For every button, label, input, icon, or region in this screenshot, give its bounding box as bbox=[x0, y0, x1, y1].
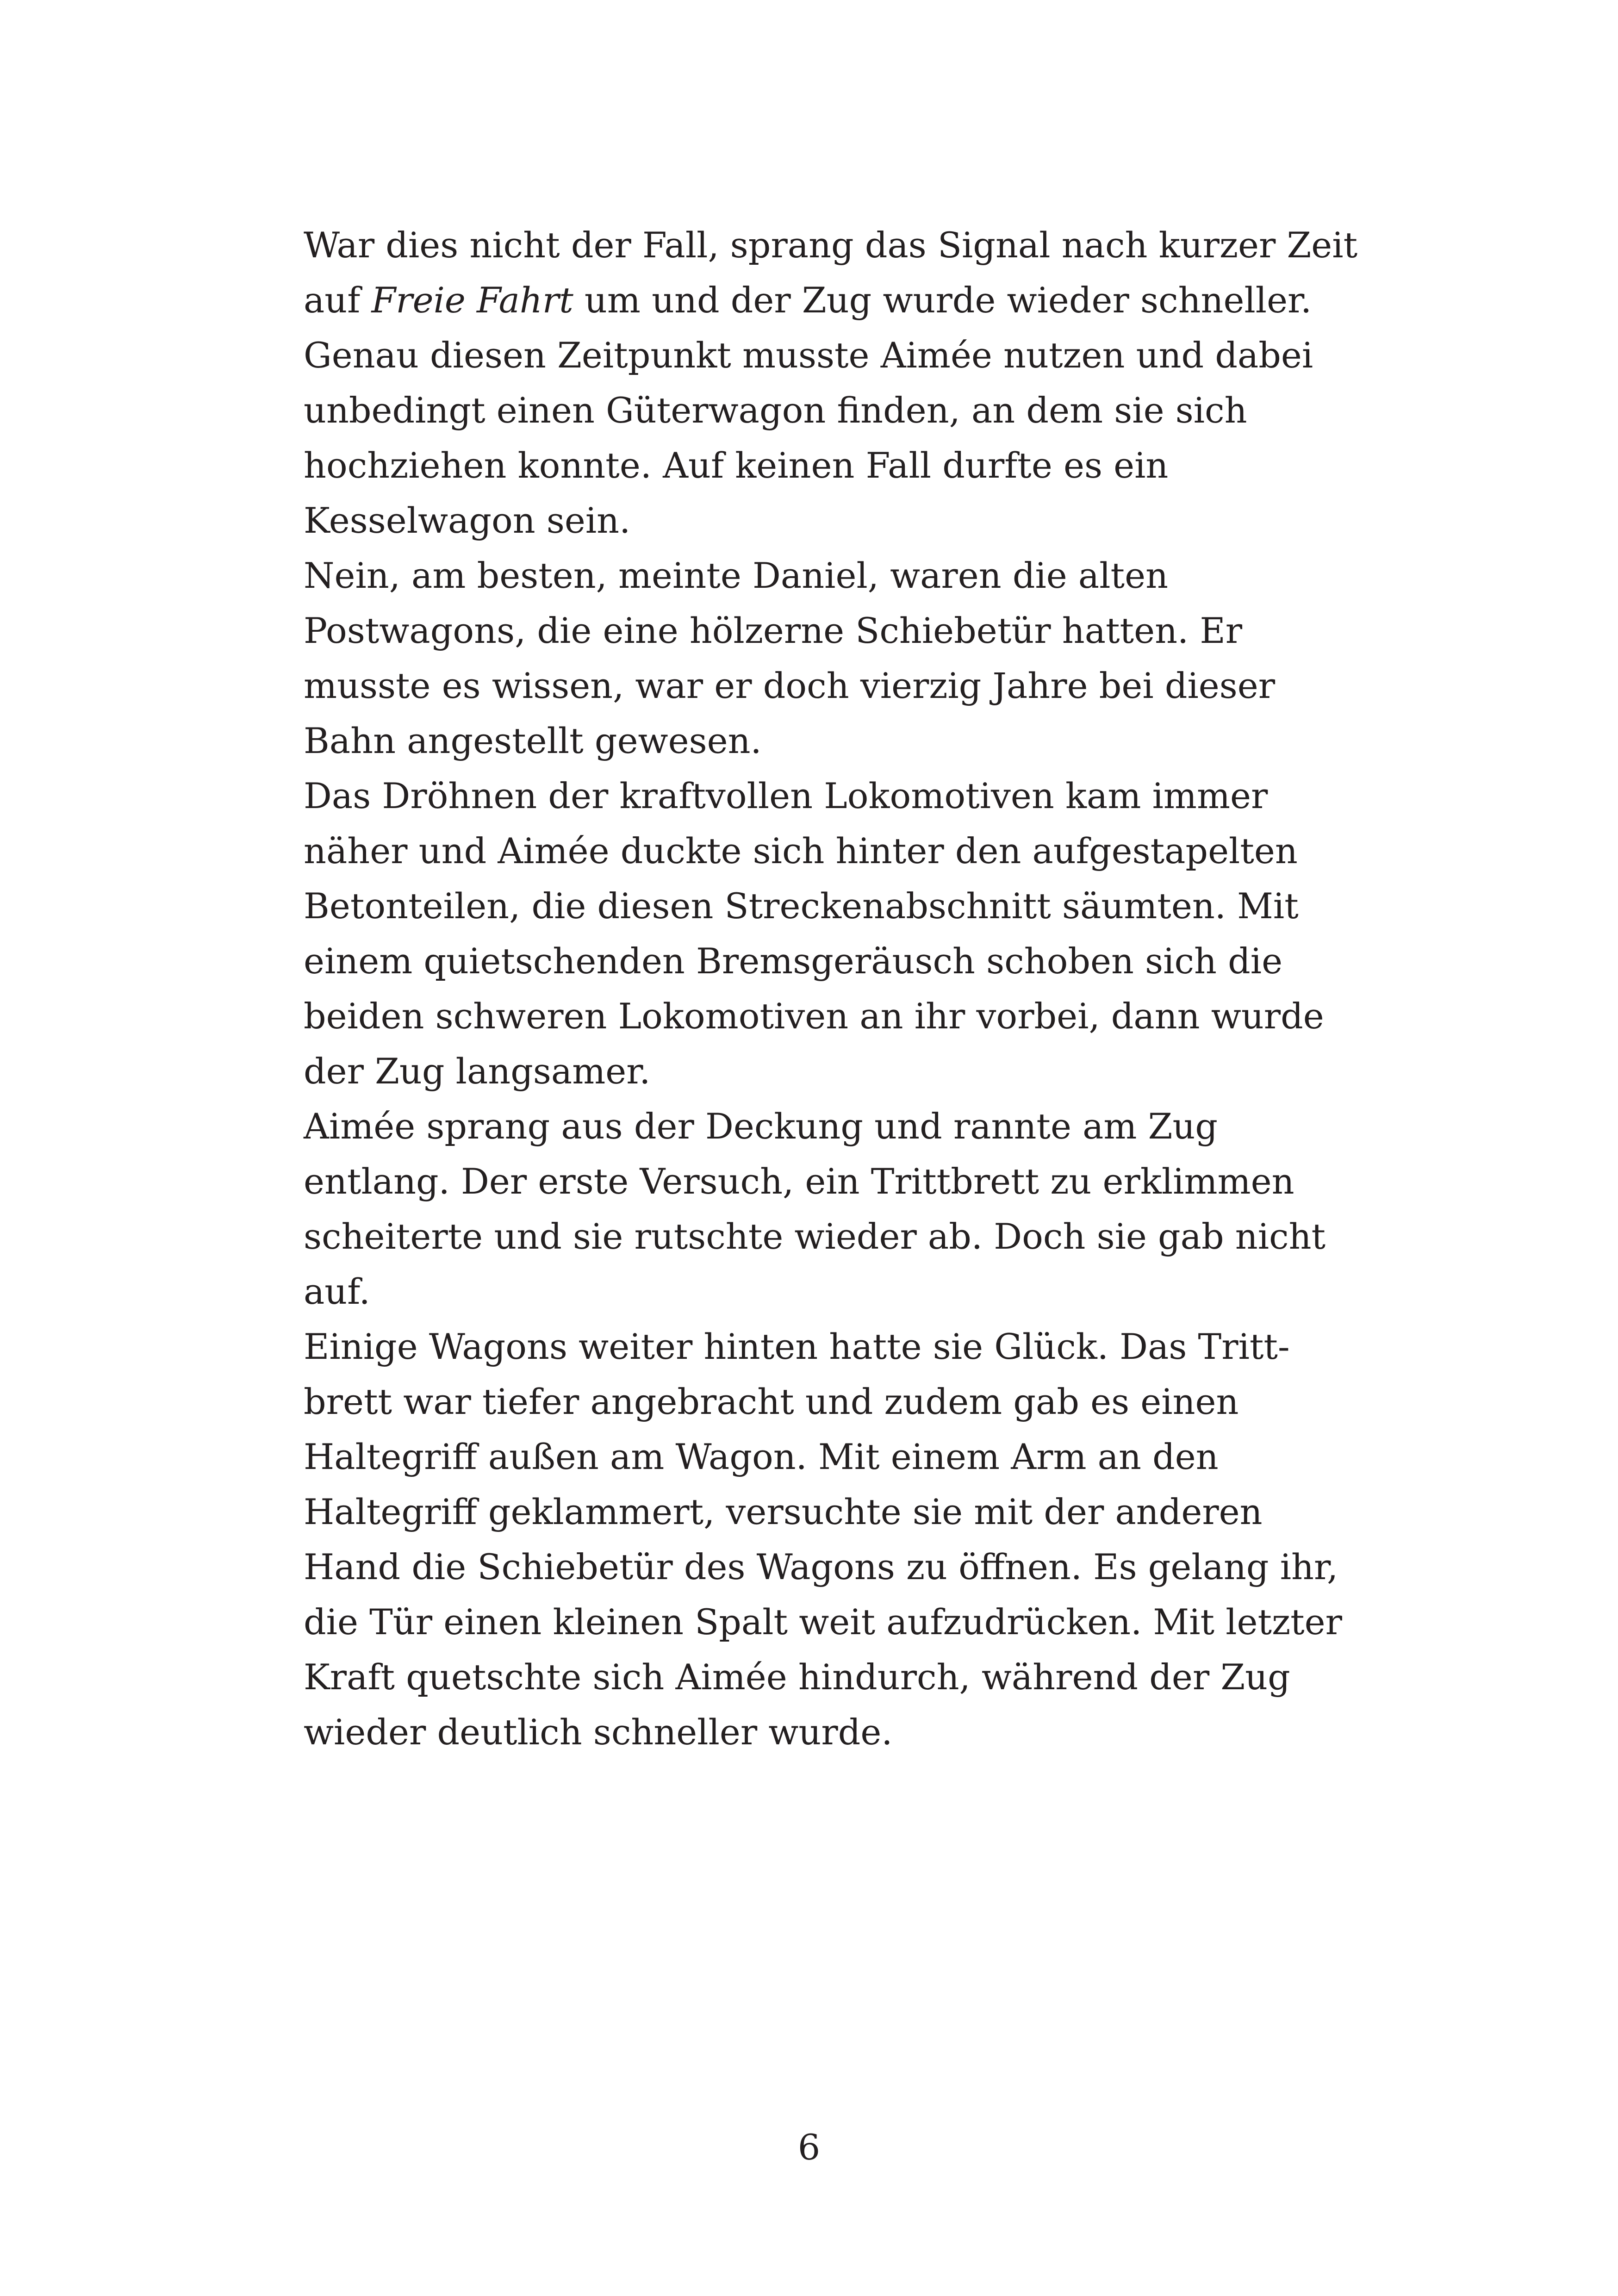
text-line: Postwagons, die eine hölzerne Schiebetür hatten. Er bbox=[304, 610, 1243, 651]
text-line: Bahn angestellt gewesen. bbox=[304, 720, 762, 761]
text-line: unbedingt einen Güterwagon finden, an dem sie sich bbox=[304, 390, 1247, 431]
text-line: einem quietschenden Bremsgeräusch schoben sich die bbox=[304, 940, 1283, 982]
text-line: scheiterte und sie rutschte wieder ab. Doch sie gab nicht bbox=[304, 1216, 1326, 1257]
text-line: Das Dröhnen der kraftvollen Lokomotiven kam immer bbox=[304, 775, 1268, 816]
text-line: Nein, am besten, meinte Daniel, waren die alten bbox=[304, 555, 1169, 596]
text-line: Haltegriff geklammert, versuchte sie mit der anderen bbox=[304, 1491, 1263, 1532]
text-line: der Zug langsamer. bbox=[304, 1051, 651, 1092]
body-text bbox=[304, 218, 1400, 1760]
text-line: näher und Aimée duckte sich hinter den aufgestapelten bbox=[304, 830, 1298, 871]
text-run: um und der Zug wurde wieder schneller. bbox=[573, 280, 1312, 321]
text-line: musste es wissen, war er doch vierzig Jahre bei dieser bbox=[304, 665, 1276, 706]
text-line: entlang. Der erste Versuch, ein Trittbrett zu erklimmen bbox=[304, 1161, 1294, 1202]
text-line: Kraft quetschte sich Aimée hindurch, während der Zug bbox=[304, 1656, 1290, 1698]
text-line: Genau diesen Zeitpunkt musste Aimée nutzen und dabei bbox=[304, 335, 1313, 376]
text-line: auf. bbox=[304, 1271, 370, 1312]
text-line: Hand die Schiebetür des Wagons zu öffnen. Es gelang ihr, bbox=[304, 1546, 1338, 1587]
text-line: War dies nicht der Fall, sprang das Signal nach kurzer Zeit bbox=[304, 224, 1358, 266]
text-line: Haltegriff außen am Wagon. Mit einem Arm an den bbox=[304, 1436, 1219, 1477]
text-line: wieder deutlich schneller wurde. bbox=[304, 1711, 893, 1753]
text-run: auf bbox=[304, 280, 372, 321]
text-line: Einige Wagons weiter hinten hatte sie Glück. Das Tritt- bbox=[304, 1326, 1290, 1367]
text-line: Kesselwagon sein. bbox=[304, 500, 631, 541]
text-line: Aimée sprang aus der Deckung und rannte am Zug bbox=[304, 1106, 1218, 1147]
text-line bbox=[304, 273, 1400, 328]
text-line: die Tür einen kleinen Spalt weit aufzudrücken. Mit letzter bbox=[304, 1601, 1342, 1643]
signal-name-italic: Freie Fahrt bbox=[371, 280, 573, 321]
text-line: Betonteilen, die diesen Streckenabschnitt säumten. Mit bbox=[304, 885, 1299, 927]
text-line: hochziehen konnte. Auf keinen Fall durfte es ein bbox=[304, 445, 1169, 486]
text-line: beiden schweren Lokomotiven an ihr vorbei, dann wurde bbox=[304, 996, 1324, 1037]
text-line: brett war tiefer angebracht und zudem gab es einen bbox=[304, 1381, 1239, 1422]
page-number: 6 bbox=[797, 2127, 821, 2168]
